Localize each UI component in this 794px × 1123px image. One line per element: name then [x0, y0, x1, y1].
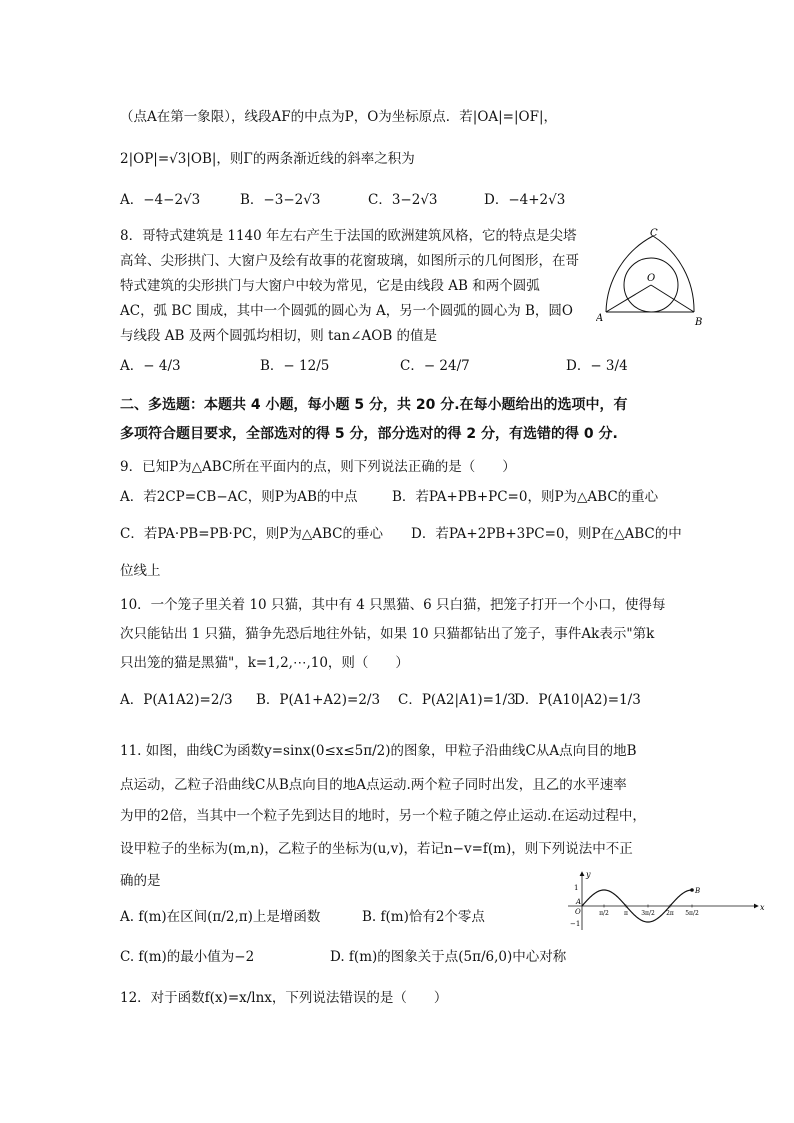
label-a: A	[576, 898, 582, 906]
q10-option-c: C．P(A2|A1)=1/3	[398, 692, 516, 708]
q11-line-1: 11. 如图，曲线C为函数y=sinx(0≤x≤5π/2)的图象，甲粒子沿曲线C从A点向目的地B	[120, 743, 637, 759]
q11-line-5: 确的是	[120, 873, 161, 889]
label-b: B	[695, 887, 701, 895]
axis-label-y: y	[586, 870, 591, 879]
label-b: B	[695, 317, 703, 328]
label-c: C	[650, 228, 658, 239]
q8-line-1: 8．哥特式建筑是 1140 年左右产生于法国的欧洲建筑风格，它的特点是尖塔	[120, 228, 577, 244]
x-tick-label: π/2	[599, 910, 609, 917]
q11-option-a: A. f(m)在区间(π/2,π)上是增函数	[120, 909, 321, 925]
q7-option-c: C．3−2√3	[368, 192, 438, 208]
q9-stem: 9．已知P为△ABC所在平面内的点，则下列说法正确的是（ ）	[120, 459, 516, 475]
segment-bo	[651, 285, 694, 312]
q8-option-b: B．− 12/5	[260, 358, 330, 374]
q10-option-b: B．P(A1+A2)=2/3	[256, 692, 381, 708]
q10-line-2: 次只能钻出 1 只猫，猫争先恐后地往外钻，如果 10 只猫都钻出了笼子，事件Ak表示"第k	[120, 626, 655, 642]
q11-line-2: 点运动，乙粒子沿曲线C从B点向目的地A点运动.两个粒子同时出发，且乙的水平速率	[120, 777, 627, 793]
q8-option-c: C．− 24/7	[400, 358, 470, 374]
label-neg-one: −1	[570, 920, 581, 928]
gothic-arch-figure	[596, 228, 706, 328]
q7-option-d: D．−4+2√3	[484, 192, 566, 208]
q8-line-3: 特式建筑的尖形拱门与大窗户中较为常见，它是由线段 AB 和两个圆弧	[120, 278, 540, 294]
label-origin: O	[575, 908, 581, 916]
q8-option-d: D．− 3/4	[566, 358, 628, 374]
x-tick-label: 2π	[666, 910, 674, 917]
q11-option-b: B. f(m)恰有2个零点	[362, 909, 485, 925]
q11-line-4: 设甲粒子的坐标为(m,n)，乙粒子的坐标为(u,v)，若记n−v=f(m)，则下列说法中不正	[120, 841, 633, 857]
q9-option-b: B．若PA+PB+PC=0，则P为△ABC的重心	[392, 489, 659, 505]
q10-option-d: D．P(A10|A2)=1/3	[514, 692, 641, 708]
q9-option-c: C．若PA·PB=PB·PC，则P为△ABC的垂心	[120, 526, 383, 542]
q7-option-a: A．−4−2√3	[120, 192, 201, 208]
q8-option-a: A．− 4/3	[120, 358, 181, 374]
q10-option-a: A．P(A1A2)=2/3	[120, 692, 233, 708]
q12-stem: 12．对于函数f(x)=x/lnx，下列说法错误的是（ ）	[120, 990, 448, 1006]
q11-option-d: D. f(m)的图象关于点(5π/6,0)中心对称	[330, 949, 567, 965]
q10-line-1: 10．一个笼子里关着 10 只猫，其中有 4 只黑猫、6 只白猫，把笼子打开一个小口，使得每	[120, 597, 666, 613]
x-tick-label: 5π/2	[685, 910, 699, 917]
q11-line-3: 为甲的2倍，当其中一个粒子先到达目的地时，另一个粒子随之停止运动.在运动过程中，	[120, 808, 646, 824]
axis-label-x: x	[760, 903, 765, 912]
q7-line-2: 2|OP|=√3|OB|，则Γ的两条渐近线的斜率之积为	[120, 151, 415, 167]
x-tick-label: π	[624, 910, 628, 917]
q7-option-b: B．−3−2√3	[240, 192, 321, 208]
q9-option-d: D．若PA+2PB+3PC=0，则P在△ABC的中	[411, 526, 682, 542]
q8-line-4: AC，弧 BC 围成，其中一个圆弧的圆心为 A，另一个圆弧的圆心为 B，圆O	[120, 303, 573, 319]
q11-option-c: C. f(m)的最小值为−2	[120, 949, 255, 965]
section-2-heading-line-2: 多项符合题目要求，全部选对的得 5 分，部分选对的得 2 分，有选错的得 0 分.	[120, 426, 618, 442]
section-2-heading-line-1: 二、多选题：本题共 4 小题，每小题 5 分，共 20 分.在每小题给出的选项中，有	[120, 397, 628, 413]
q10-line-3: 只出笼的猫是黑猫"，k=1,2,⋯,10，则（ ）	[120, 655, 409, 671]
point-b	[690, 888, 694, 892]
segment-ao	[606, 285, 651, 312]
x-tick-label: 3π/2	[641, 910, 655, 917]
q8-line-5: 与线段 AB 及两个圆弧均相切，则 tan∠AOB 的值是	[120, 328, 438, 344]
q9-option-d-continued: 位线上	[120, 563, 161, 579]
sine-curve-figure	[558, 868, 768, 932]
label-a: A	[596, 313, 604, 324]
label-o: O	[647, 273, 656, 284]
q8-line-2: 高耸、尖形拱门、大窗户及绘有故事的花窗玻璃，如图所示的几何图形，在哥	[120, 253, 579, 269]
q7-line-1: （点A在第一象限），线段AF的中点为P，O为坐标原点．若|OA|=|OF|，	[120, 109, 558, 125]
q9-option-a: A．若2CP=CB−AC，则P为AB的中点	[120, 489, 358, 505]
label-one: 1	[574, 884, 579, 892]
